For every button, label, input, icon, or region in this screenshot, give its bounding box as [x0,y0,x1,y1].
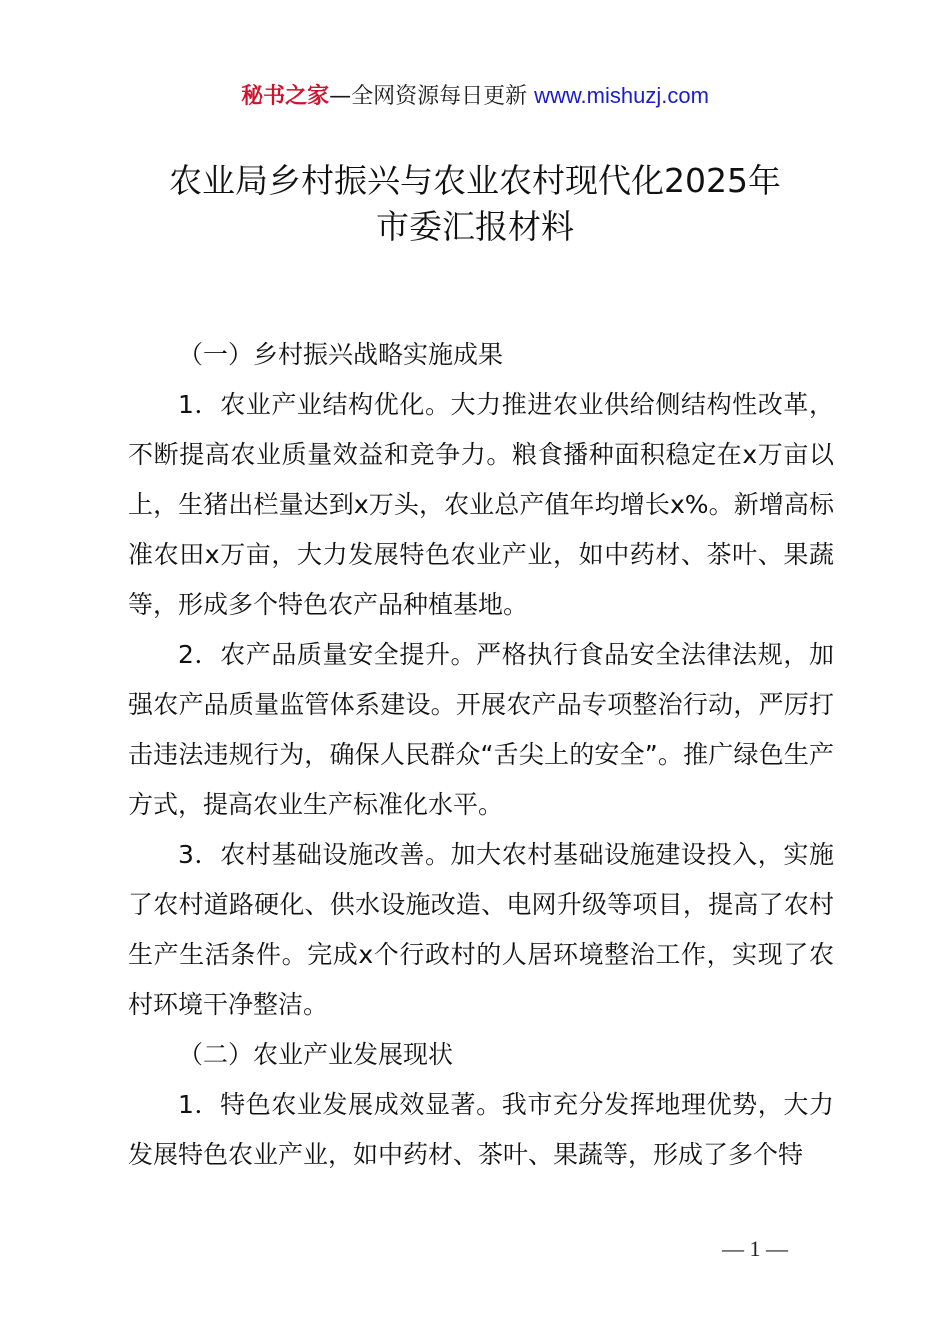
paragraph: 3．农村基础设施改善。加大农村基础设施建设投入，实施了农村道路硬化、供水设施改造、电网升级等项目，提高了农村生产生活条件。完成x个行政村的人居环境整治工作，实现了农村环境干净整洁。 [128,840,834,1019]
site-url[interactable]: www.mishuzj.com [534,83,709,108]
brand-name: 秘书之家 [241,84,330,109]
paragraph: 1．农业产业结构优化。大力推进农业供给侧结构性改革，不断提高农业质量效益和竞争力。粮食播种面积稳定在x万亩以上，生猪出栏量达到x万头，农业总产值年均增长x%。新增高标准农田x万亩，大力发展特色农业产业，如中药材、茶叶、果蔬等，形成多个特色农产品种植基地。 [128,390,834,619]
title-line-1: 农业局乡村振兴与农业农村现代化2025年 [169,161,781,200]
page-number: — 1 — [722,1236,788,1261]
document-body [128,330,834,1180]
header-tagline: —全网资源每日更新 [329,84,528,109]
title-line-2: 市委汇报材料 [376,207,574,246]
paragraph: 2．农产品质量安全提升。严格执行食品安全法律法规，加强农产品质量监管体系建设。开展农产品专项整治行动，严厉打击违法违规行为，确保人民群众“舌尖上的安全”。推广绿色生产方式，提高农业生产标准化水平。 [128,640,834,819]
document-title [0,158,950,250]
section-heading: （一）乡村振兴战略实施成果 [178,340,504,369]
paragraph: 1．特色农业发展成效显著。我市充分发挥地理优势，大力发展特色农业产业，如中药材、茶叶、果蔬等，形成了多个特 [128,1090,834,1169]
site-header [0,80,950,113]
section-heading: （二）农业产业发展现状 [178,1040,454,1069]
